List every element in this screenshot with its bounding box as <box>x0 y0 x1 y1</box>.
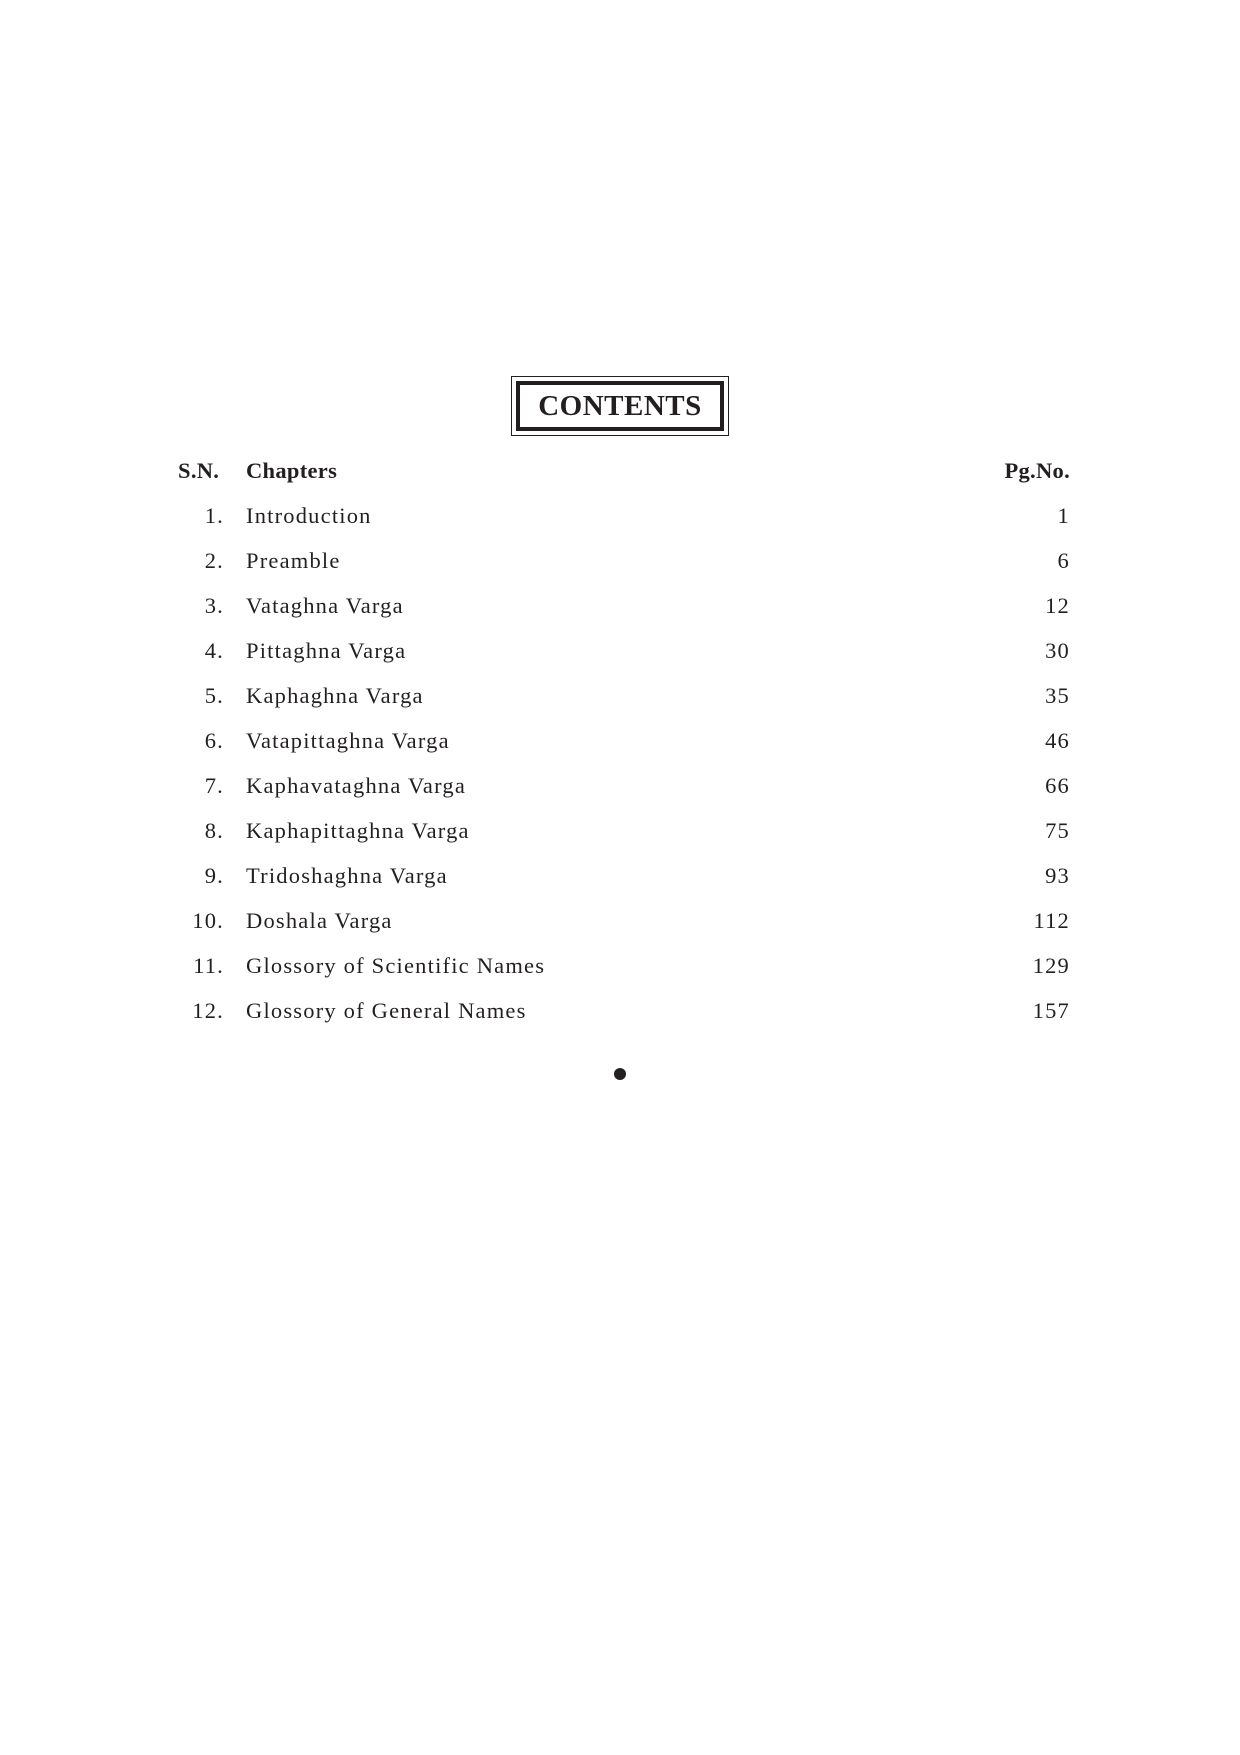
toc-page-number: 112 <box>1033 908 1070 933</box>
toc-page-number: 6 <box>1057 548 1070 573</box>
toc-chapter-title: Kaphavataghna Varga <box>246 773 467 798</box>
header-page-number: Pg.No. <box>1004 458 1070 483</box>
toc-chapter-title: Glossory of Scientific Names <box>246 953 546 978</box>
toc-row <box>178 853 1070 898</box>
contents-title-inner-frame <box>516 381 724 431</box>
toc-chapter-title: Vatapittaghna Varga <box>246 728 450 753</box>
toc-chapter-title: Tridoshaghna Varga <box>246 863 448 888</box>
toc-serial-number: 9. <box>204 863 224 888</box>
page-title: CONTENTS <box>538 389 702 422</box>
toc-row <box>178 673 1070 718</box>
toc-page-number: 12 <box>1045 593 1070 618</box>
toc-page-number: 35 <box>1045 683 1070 708</box>
toc-row <box>178 493 1070 538</box>
toc-page-number: 157 <box>1032 998 1070 1023</box>
toc-serial-number: 8. <box>204 818 224 843</box>
toc-page-number: 129 <box>1032 953 1070 978</box>
toc-serial-number: 5. <box>204 683 224 708</box>
contents-title-frame <box>511 376 729 436</box>
toc-row <box>178 988 1070 1033</box>
table-of-contents <box>178 448 1070 1033</box>
toc-row <box>178 718 1070 763</box>
header-chapters: Chapters <box>246 458 338 483</box>
toc-page-number: 93 <box>1045 863 1070 888</box>
toc-serial-number: 12. <box>192 998 224 1023</box>
toc-chapter-title: Glossory of General Names <box>246 998 527 1023</box>
toc-serial-number: 10. <box>192 908 224 933</box>
toc-row <box>178 583 1070 628</box>
toc-header-row <box>178 448 1070 493</box>
toc-row <box>178 628 1070 673</box>
header-serial-number: S.N. <box>178 458 220 483</box>
toc-serial-number: 1. <box>204 503 224 528</box>
toc-chapter-title: Vataghna Varga <box>246 593 404 618</box>
toc-page-number: 75 <box>1045 818 1070 843</box>
toc-chapter-title: Doshala Varga <box>246 908 393 933</box>
toc-chapter-title: Pittaghna Varga <box>246 638 407 663</box>
toc-row <box>178 763 1070 808</box>
toc-page-number: 66 <box>1045 773 1070 798</box>
toc-serial-number: 4. <box>204 638 224 663</box>
toc-page-number: 1 <box>1057 503 1070 528</box>
toc-serial-number: 6. <box>204 728 224 753</box>
toc-chapter-title: Introduction <box>246 503 372 528</box>
toc-row <box>178 943 1070 988</box>
toc-row <box>178 808 1070 853</box>
toc-serial-number: 2. <box>204 548 224 573</box>
end-bullet-icon <box>614 1068 626 1080</box>
toc-chapter-title: Kaphapittaghna Varga <box>246 818 470 843</box>
toc-chapter-title: Preamble <box>246 548 341 573</box>
toc-serial-number: 3. <box>204 593 224 618</box>
toc-page-number: 46 <box>1045 728 1070 753</box>
toc-serial-number: 7. <box>204 773 224 798</box>
toc-row <box>178 898 1070 943</box>
toc-serial-number: 11. <box>193 953 224 978</box>
toc-chapter-title: Kaphaghna Varga <box>246 683 424 708</box>
toc-page-number: 30 <box>1045 638 1070 663</box>
toc-row <box>178 538 1070 583</box>
